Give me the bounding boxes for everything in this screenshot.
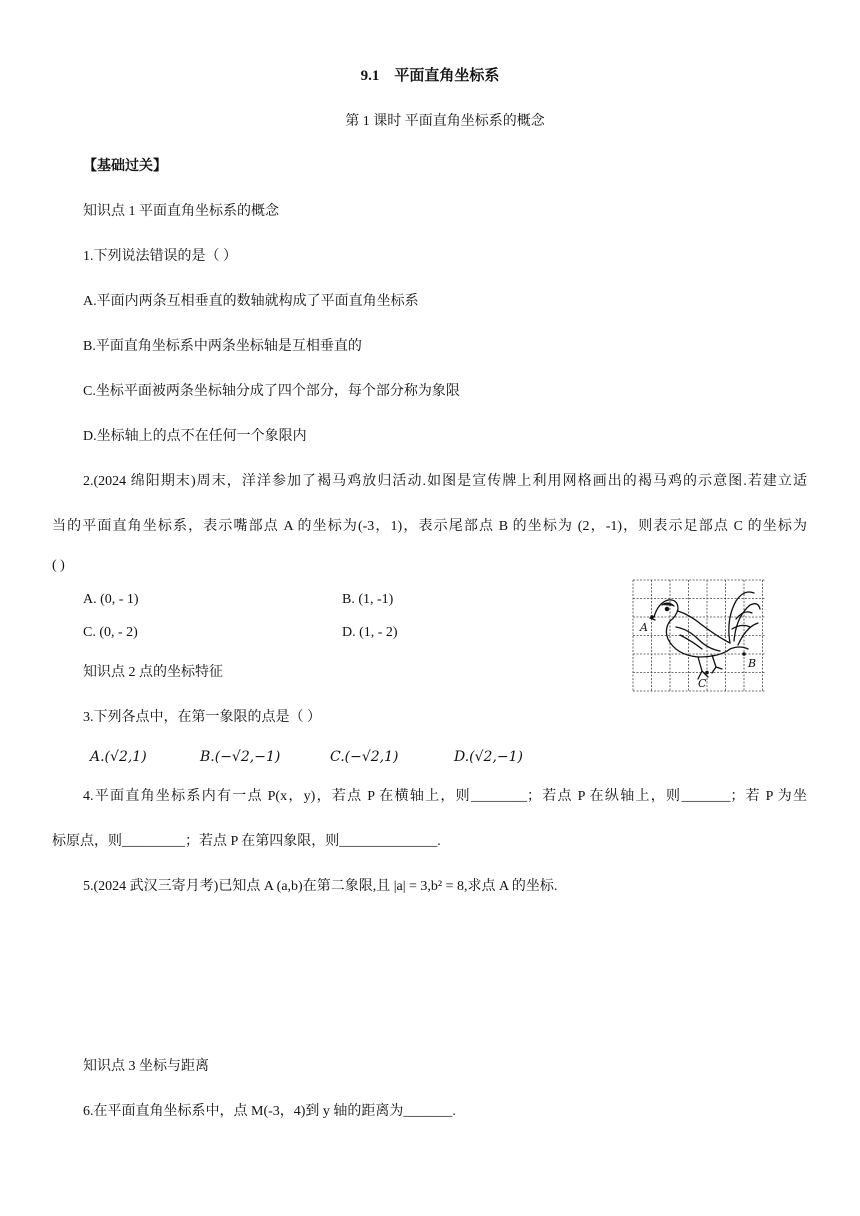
knowledge-point-3: 知识点 3 坐标与距离 bbox=[83, 1059, 209, 1074]
question-3-option-c: C.(−√2,1) bbox=[330, 749, 399, 765]
question-2-option-a: A. (0, - 1) bbox=[83, 592, 139, 607]
question-3-option-a: A.(√2,1) bbox=[90, 749, 147, 765]
question-2-line-2: 当的平面直角坐标系，表示嘴部点 A 的坐标为(-3，1)，表示尾部点 B 的坐标为 (2，-1)，则表示足部点 C 的坐标为 bbox=[52, 519, 807, 534]
question-1-option-a: A.平面内两条互相垂直的数轴就构成了平面直角坐标系 bbox=[83, 294, 419, 309]
question-6: 6.在平面直角坐标系中，点 M(-3，4)到 y 轴的距离为_______. bbox=[83, 1104, 456, 1119]
question-1-option-d: D.坐标轴上的点不在任何一个象限内 bbox=[83, 429, 307, 444]
question-1-option-b: B.平面直角坐标系中两条坐标轴是互相垂直的 bbox=[83, 339, 362, 354]
knowledge-point-1: 知识点 1 平面直角坐标系的概念 bbox=[83, 204, 279, 219]
question-4-line-1: 4.平面直角坐标系内有一点 P(x，y)，若点 P 在横轴上，则________；若点 P 在纵轴上，则_______；若 P 为坐 bbox=[83, 789, 807, 804]
page-title: 9.1 平面直角坐标系 bbox=[360, 68, 500, 84]
question-1-option-c: C.坐标平面被两条坐标轴分成了四个部分，每个部分称为象限 bbox=[83, 384, 460, 399]
question-2-option-b: B. (1, -1) bbox=[342, 592, 394, 607]
question-3-stem: 3.下列各点中，在第一象限的点是（ ） bbox=[83, 710, 321, 725]
question-3-option-d: D.(√2,−1) bbox=[454, 749, 524, 765]
lesson-subtitle: 第 1 课时 平面直角坐标系的概念 bbox=[345, 114, 545, 129]
question-5: 5.(2024 武汉三寄月考)已知点 A (a,b)在第二象限,且 |a| = 3,b² = 8,求点 A 的坐标. bbox=[83, 879, 558, 894]
question-2-line-3: ( ) bbox=[52, 558, 65, 573]
question-4-line-2: 标原点，则_________；若点 P 在第四象限，则______________. bbox=[52, 834, 441, 849]
question-2-line-1: 2.(2024 绵阳期末)周末，洋洋参加了褐马鸡放归活动.如图是宣传牌上利用网格画出的褐马鸡的示意图.若建立适 bbox=[83, 474, 807, 489]
figure-label-a: A bbox=[640, 621, 648, 634]
question-2-option-c: C. (0, - 2) bbox=[83, 625, 138, 640]
question-2-option-d: D. (1, - 2) bbox=[342, 625, 398, 640]
figure-label-b: B bbox=[748, 657, 757, 670]
pheasant-grid-figure bbox=[632, 579, 766, 693]
question-3-option-b: B.(−√2,−1) bbox=[200, 749, 281, 765]
knowledge-point-2: 知识点 2 点的坐标特征 bbox=[83, 665, 223, 680]
section-heading: 【基础过关】 bbox=[83, 159, 167, 174]
figure-label-c: C bbox=[698, 677, 707, 690]
question-1-stem: 1.下列说法错误的是（ ） bbox=[83, 249, 237, 264]
